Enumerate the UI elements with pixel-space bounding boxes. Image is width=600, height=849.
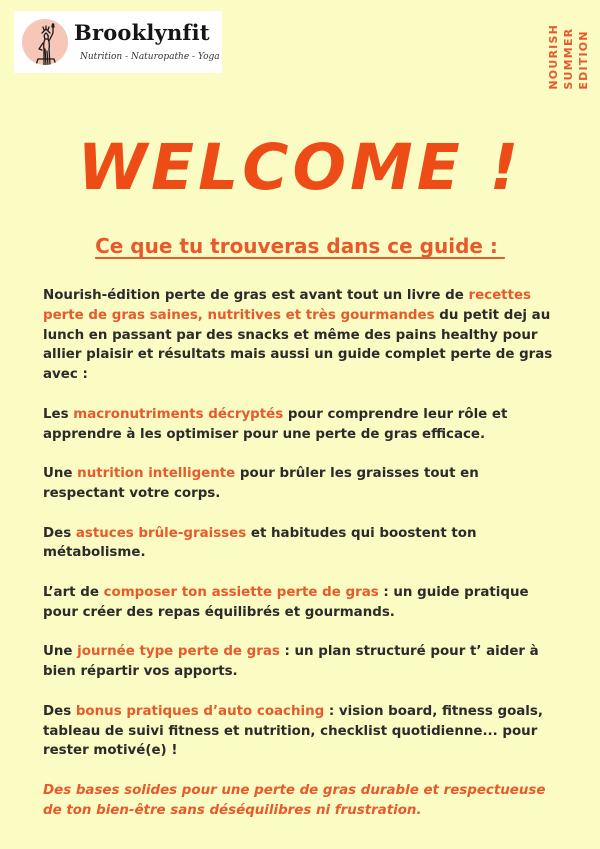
feature-prefix: L’art de: [43, 584, 104, 600]
feature-prefix: Une: [43, 644, 78, 660]
guide-content: [43, 286, 555, 840]
closing-statement: Des bases solides pour une perte de gras durable et respectueuse de ton bien-être sans déséquilibres ni frustration.: [43, 782, 546, 818]
brand-logo: [14, 11, 222, 73]
feature-highlight: bonus pratiques d’auto coaching: [75, 703, 325, 719]
edition-line-1: NOURISH: [547, 24, 560, 90]
feature-text: : vision board, fitness goals, tableau de suivi fitness et nutrition, checklist quotidienne... pour rester motivé(e) !: [43, 703, 543, 759]
feature-text: pour brûler les graisses tout en respectant votre corps.: [43, 466, 479, 501]
feature-highlight: astuces brûle-graisses: [75, 525, 247, 541]
feature-item: [43, 524, 555, 564]
edition-label: [546, 24, 591, 90]
feature-text: : un guide pratique pour créer des repas équilibrés et gourmands.: [43, 584, 529, 620]
brand-tagline: Nutrition - Naturopathe - Yoga: [80, 52, 220, 62]
intro-paragraph: [43, 286, 555, 385]
feature-text: pour comprendre leur rôle et apprendre à les optimiser pour une perte de gras efficace.: [43, 406, 508, 442]
feature-prefix: Des: [43, 525, 76, 541]
brand-name: Brooklynfit: [74, 20, 210, 45]
edition-line-2: SUMMER: [562, 27, 575, 90]
feature-item: [43, 702, 555, 761]
statue-of-liberty-icon: [22, 19, 68, 65]
feature-highlight: nutrition intelligente: [77, 466, 236, 482]
page-title: WELCOME !: [77, 131, 523, 204]
edition-line-3: EDITION: [577, 30, 590, 90]
intro-text-2: du petit dej au lunch en passant par des snacks et même des pains healthy pour allier plaisir et résultats mais aussi un guide complet perte de gras avec :: [43, 307, 553, 383]
feature-prefix: Une: [43, 466, 78, 482]
intro-highlight: recettes perte de gras saines, nutritives et très gourmandes: [43, 288, 532, 323]
feature-item: [43, 405, 555, 445]
feature-item: [43, 583, 555, 623]
feature-highlight: composer ton assiette perte de gras: [103, 584, 379, 600]
feature-text: : un plan structuré pour t’ aider à bien répartir vos apports.: [43, 644, 539, 680]
feature-prefix: Des: [43, 703, 76, 719]
feature-item: [43, 464, 555, 504]
section-subtitle: Ce que tu trouveras dans ce guide :: [95, 234, 505, 258]
feature-highlight: macronutriments décryptés: [73, 406, 284, 422]
feature-prefix: Les: [43, 406, 74, 422]
intro-text-1: Nourish-édition perte de gras est avant tout un livre de: [43, 288, 469, 303]
feature-highlight: journée type perte de gras: [77, 644, 280, 660]
feature-text: et habitudes qui boostent ton métabolisme.: [43, 525, 477, 561]
feature-item: [43, 642, 555, 682]
